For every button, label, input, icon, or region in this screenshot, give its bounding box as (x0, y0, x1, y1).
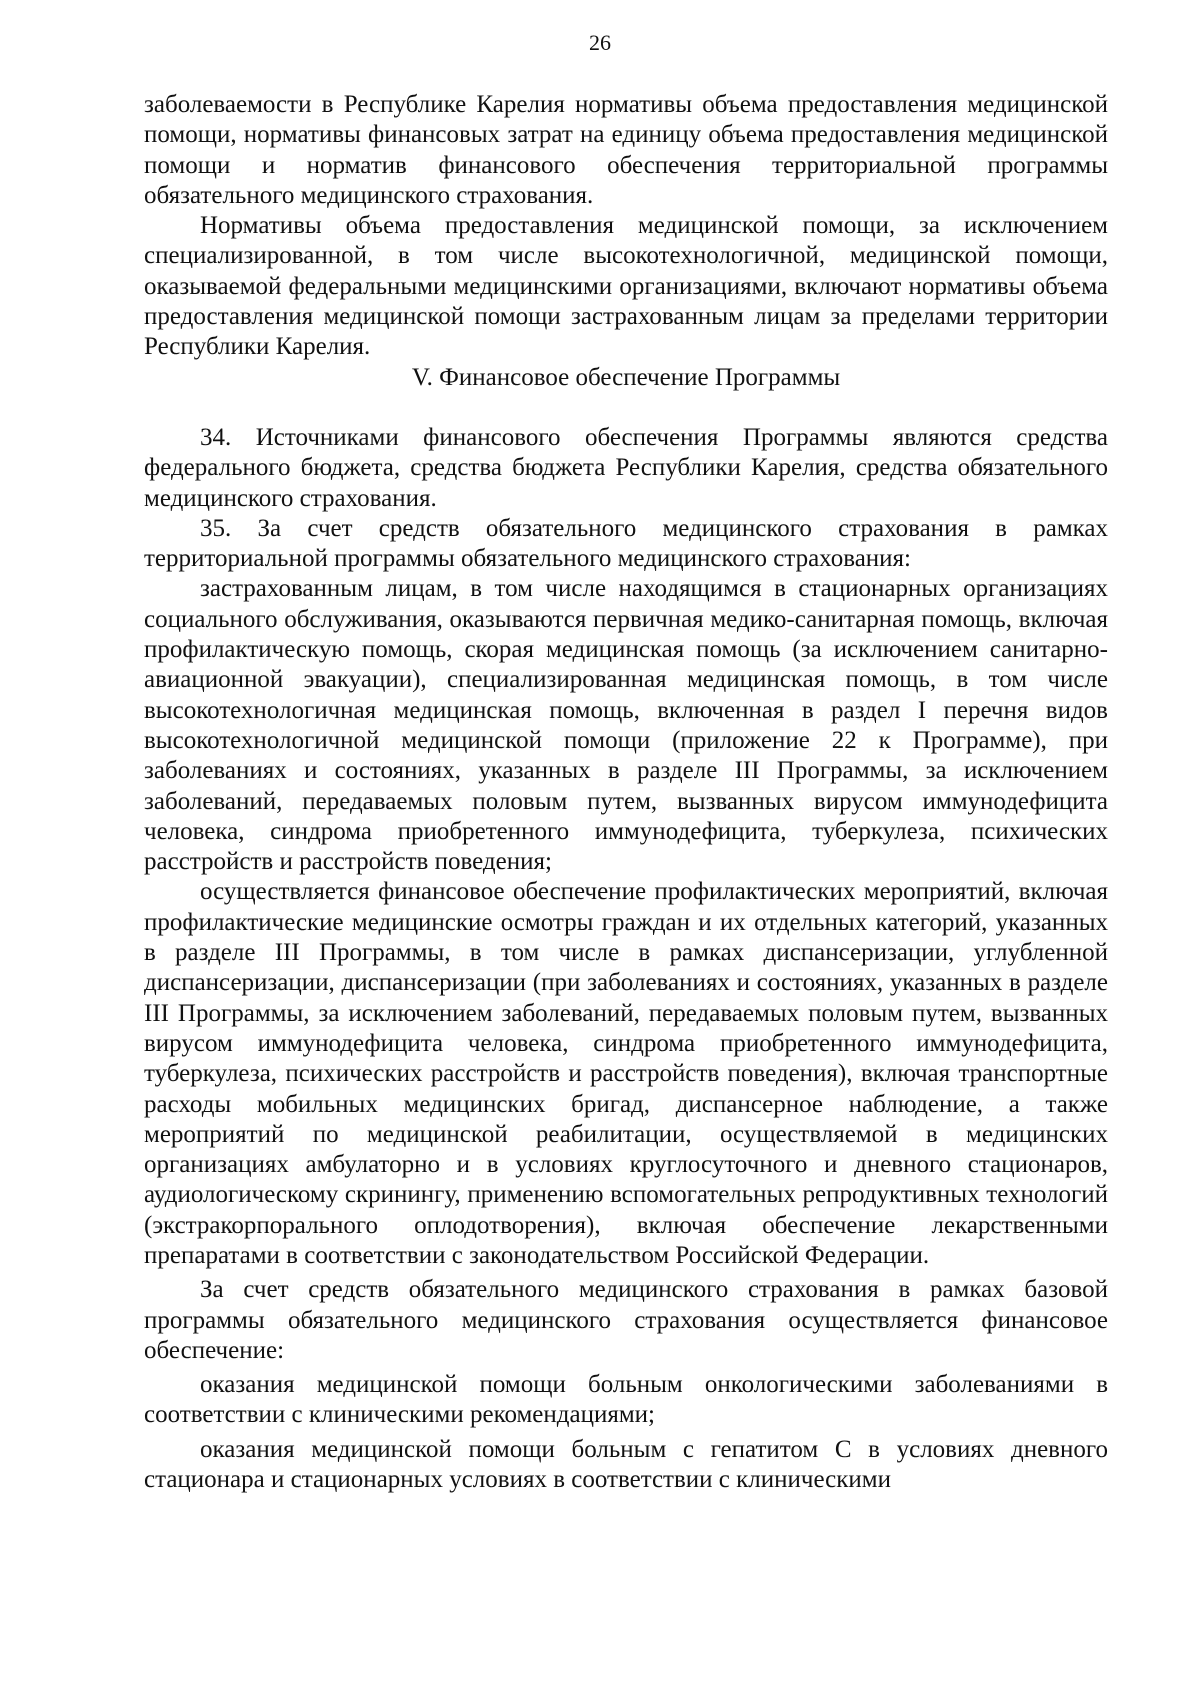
document-body (144, 90, 1108, 1495)
paragraph-preventive-measures: осуществляется финансовое обеспечение профилактических мероприятий, включая профилактические медицинские осмотры граждан и их отдельных категорий, указанных в разделе III Программы, в том числе в рамках диспансеризации, углубленной диспансеризации, диспансеризации (при заболеваниях и состояниях, указанных в разделе III Программы, за исключением заболеваний, передаваемых половым путем, вызванных вирусом иммунодефицита человека, синдрома приобретенного иммунодефицита, туберкулеза, психических расстройств и расстройств поведения), включая транспортные расходы мобильных медицинских бригад, диспансерное наблюдение, а также мероприятий по медицинской реабилитации, осуществляемой в медицинских организациях амбулаторно и в условиях круглосуточного и дневного стационаров, аудиологическому скринингу, применению вспомогательных репродуктивных технологий (экстракорпорального оплодотворения), включая обеспечение лекарственными препаратами в соответствии с законодательством Российской Федерации. (144, 878, 1108, 1269)
paragraph-volume-norms: Нормативы объема предоставления медицинской помощи, за исключением специализированной, в том числе высокотехнологичной, медицинской помощи, оказываемой федеральными медицинскими организациями, включают нормативы объема предоставления медицинской помощи застрахованным лицам за пределами территории Республики Карелия. (144, 212, 1108, 361)
paragraph-34: 34. Источниками финансового обеспечения Программы являются средства федерального бюджета, средства бюджета Республики Карелия, средства обязательного медицинского страхования. (144, 423, 1108, 512)
paragraph-continuation: заболеваемости в Республике Карелия нормативы объема предоставления медицинской помощи, нормативы финансовых затрат на единицу объема предоставления медицинской помощи и норматив финансового обеспечения территориальной программы обязательного медицинского страхования. (144, 91, 1108, 209)
paragraph-oncology: оказания медицинской помощи больным онкологическими заболеваниями в соответствии с клиническими рекомендациями; (144, 1371, 1108, 1429)
section-heading: V. Финансовое обеспечение Программы (411, 363, 841, 391)
paragraph-insured-persons: застрахованным лицам, в том числе находящимся в стационарных организациях социального обслуживания, оказываются первичная медико-санитарная помощь, включая профилактическую помощь, скорая медицинская помощь (за исключением санитарно-авиационной эвакуации), специализированная медицинская помощь, в том числе высокотехнологичная медицинская помощь, включенная в раздел I перечня видов высокотехнологичной медицинской помощи (приложение 22 к Программе), при заболеваниях и состояниях, указанных в разделе III Программы, за исключением заболеваний, передаваемых половым путем, вызванных вирусом иммунодефицита человека, синдрома приобретенного иммунодефицита, туберкулеза, психических расстройств и расстройств поведения; (144, 575, 1108, 876)
paragraph-35: 35. За счет средств обязательного медицинского страхования в рамках территориальной программы обязательного медицинского страхования: (144, 514, 1108, 573)
paragraph-hepatitis: оказания медицинской помощи больным с гепатитом С в условиях дневного стационара и стационарных условиях в соответствии с клиническими (144, 1435, 1108, 1494)
paragraph-basic-program: За счет средств обязательного медицинского страхования в рамках базовой программы обязательного медицинского страхования осуществляется финансовое обеспечение: (144, 1276, 1108, 1364)
page-number: 26 (589, 30, 611, 55)
section-gap (144, 393, 1108, 423)
